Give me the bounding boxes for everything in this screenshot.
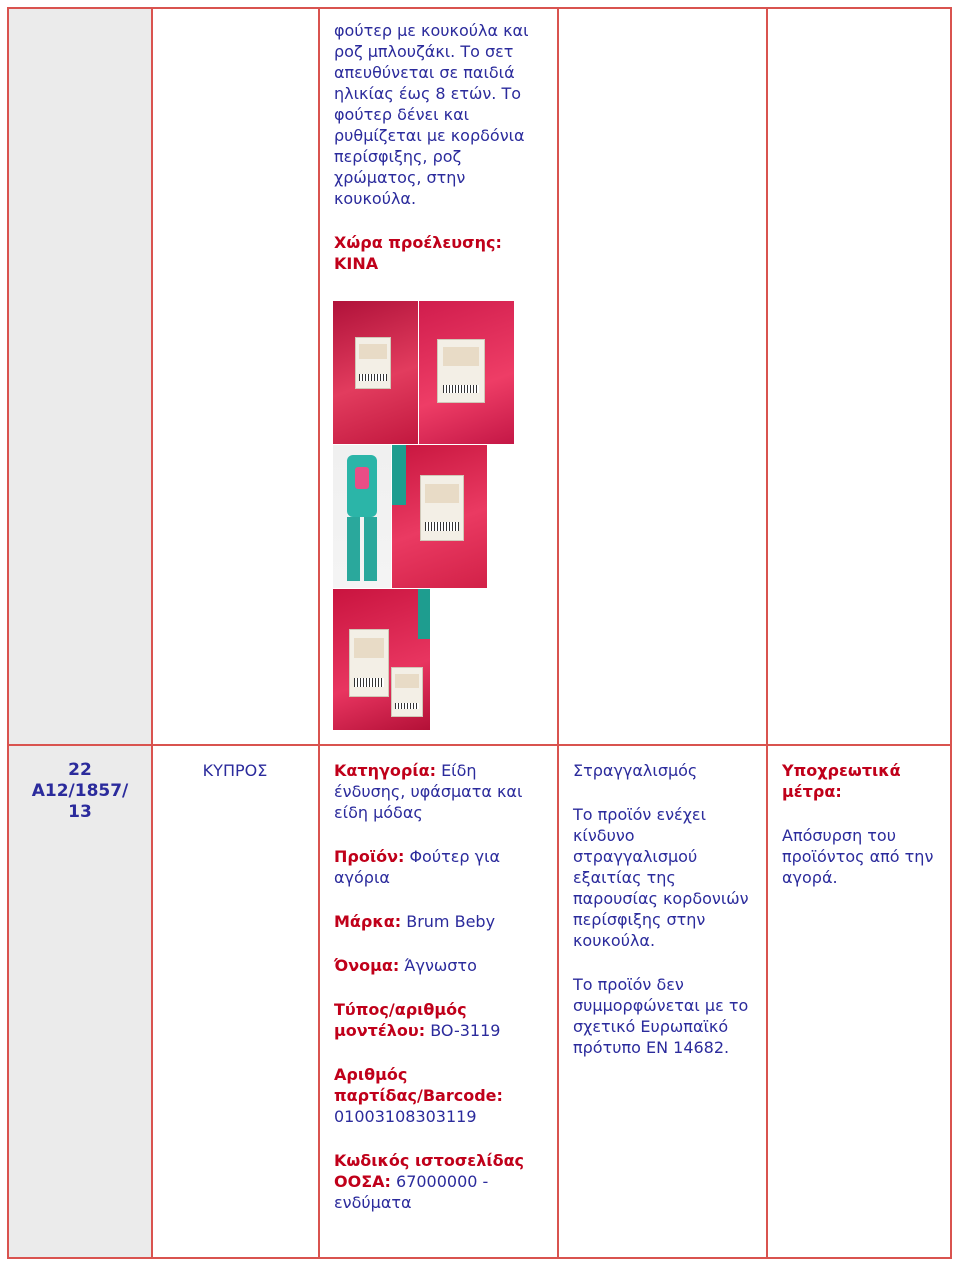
risk-description-1: Το προϊόν ενέχει κίνδυνο στραγγαλισμού εξαιτίας της παρουσίας κορδονιών περίσφιξης στην κουκούλα. — [573, 805, 749, 950]
country-value: ΚΥΠΡΟΣ — [202, 761, 268, 780]
grid-line — [7, 7, 9, 1259]
model-value: BO-3119 — [430, 1021, 501, 1040]
country-cell — [152, 760, 318, 781]
grid-line — [7, 1257, 952, 1259]
measures-label: Υποχρεωτικά μέτρα: — [782, 761, 901, 801]
oecd-label: Κωδικός ιστοσελίδας ΟΟΣΑ: — [334, 1151, 525, 1191]
category-value: Είδη ένδυσης, υφάσματα και είδη μόδας — [334, 761, 523, 822]
category-label: Κατηγορία: — [334, 761, 436, 780]
grid-line — [766, 7, 768, 1259]
product-photo-3 — [333, 445, 391, 588]
ref-suffix: 13 — [68, 802, 92, 822]
product-photo-2 — [419, 301, 514, 444]
origin-label: Χώρα προέλευσης: — [334, 233, 502, 252]
grid-line — [151, 7, 153, 1259]
risk-description-2: Το προϊόν δεν συμμορφώνεται με το σχετικό Ευρωπαϊκό πρότυπο ΕΝ 14682. — [573, 975, 749, 1057]
grid-line — [7, 744, 952, 746]
product-value: Φούτερ για αγόρια — [334, 847, 501, 887]
product-label: Προϊόν: — [334, 847, 405, 866]
measures-cell — [782, 760, 942, 911]
grid-line — [7, 7, 952, 9]
grid-line — [557, 7, 559, 1259]
measures-value: Απόσυρση του προϊόντος από την αγορά. — [782, 826, 934, 887]
ref-number: 22 — [68, 760, 92, 780]
reference-cell — [10, 760, 150, 823]
grid-line — [318, 7, 320, 1259]
product-photo-5 — [333, 589, 430, 730]
product-photo-1 — [333, 301, 418, 444]
oecd-value: 67000000 - ενδύματα — [334, 1172, 489, 1212]
name-label: Όνομα: — [334, 956, 400, 975]
name-value: Άγνωστο — [404, 956, 477, 975]
ref-code: A12/1857/ — [31, 781, 129, 801]
grid-line — [950, 7, 952, 1259]
product-details-cell — [334, 760, 549, 1236]
risk-type: Στραγγαλισμός — [573, 761, 698, 780]
shaded-column — [8, 8, 152, 1258]
description-continued — [334, 20, 544, 274]
batch-label: Αριθμός παρτίδας/Barcode: — [334, 1065, 503, 1105]
description-text: φούτερ με κουκούλα και ροζ μπλουζάκι. Το σετ απευθύνεται σε παιδιά ηλικίας έως 8 ετών. Το φούτερ δένει και ρυθμίζεται με κορδόνια περίσφιξης, ροζ χρώματος, στην κουκούλα. — [334, 21, 529, 208]
origin-value: ΚΙΝΑ — [334, 254, 379, 273]
risk-cell — [573, 760, 758, 1081]
product-photo-4 — [392, 445, 487, 588]
brand-value: Brum Beby — [406, 912, 496, 931]
brand-label: Μάρκα: — [334, 912, 402, 931]
model-label: Τύπος/αριθμός μοντέλου: — [334, 1000, 467, 1040]
batch-value: 01003108303119 — [334, 1107, 477, 1126]
